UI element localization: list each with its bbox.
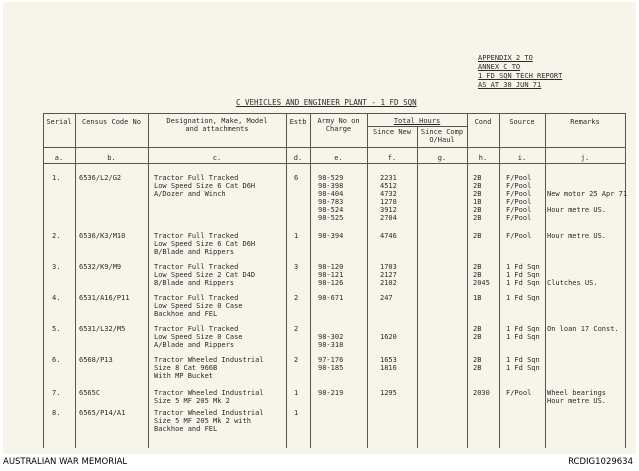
- cell-since-new: [380, 356, 397, 372]
- cell-estb: [294, 389, 298, 397]
- cell-line: 2B: [473, 214, 482, 222]
- cell-line: 3912: [380, 206, 397, 214]
- cell-line: 2B: [473, 325, 482, 333]
- cell-army: [318, 232, 343, 240]
- cell-army: [318, 333, 343, 349]
- cell-line: 2704: [380, 214, 397, 222]
- cell-source: [506, 174, 531, 222]
- cell-line: 1 Fd Sqn: [506, 294, 540, 302]
- cell-line: 98-126: [318, 279, 344, 287]
- cell-line: Size 5 MF 205 Mk 2 with: [154, 417, 251, 425]
- cell-line: 2045: [473, 279, 490, 287]
- cell-line: [547, 333, 619, 341]
- cell-line: [547, 198, 627, 206]
- cell-since-new: [380, 294, 393, 302]
- header-source: Source: [509, 118, 535, 126]
- cell-line: 8.: [52, 409, 61, 417]
- cell-line: 6531/A16/P11: [79, 294, 130, 302]
- cell-line: 3: [294, 263, 299, 271]
- cell-line: 1 Fd Sqn: [506, 271, 540, 279]
- cell-line: 6531/L32/M5: [79, 325, 126, 333]
- cell-line: [547, 364, 551, 372]
- header-bottom-rule: [43, 147, 626, 148]
- cell-since-new: [380, 174, 397, 222]
- cell-line: 2: [294, 325, 299, 333]
- cell-source: [506, 263, 540, 287]
- cell-cond: [473, 389, 490, 397]
- cell-line: F/Pool: [506, 198, 532, 206]
- cell-since-new: [380, 232, 397, 240]
- cell-line: 6536/L2/G2: [79, 174, 122, 182]
- cell-line: 1B: [473, 294, 482, 302]
- cell-line: 247: [380, 294, 393, 302]
- cell-line: 98-318: [318, 341, 344, 349]
- cell-line: F/Pool: [506, 174, 532, 182]
- cell-line: Tractor Wheeled Industrial: [154, 409, 264, 417]
- cell-estb: [294, 174, 298, 182]
- cell-line: 1B: [473, 198, 482, 206]
- cell-army: [318, 356, 343, 372]
- header-army-no: Army No on Charge: [317, 117, 360, 133]
- cell-line: Hour metre US.: [547, 206, 607, 214]
- cell-line: 1 Fd Sqn: [506, 364, 540, 372]
- cell-army: [318, 389, 343, 397]
- cell-source: [506, 232, 531, 240]
- cell-serial: [52, 325, 60, 333]
- cell-line: 97-176: [318, 356, 344, 364]
- col-rule: [310, 113, 311, 448]
- cell-line: 98-404: [318, 190, 344, 198]
- cell-line: 6.: [52, 356, 61, 364]
- cell-line: F/Pool: [506, 214, 532, 222]
- header-remarks: Remarks: [570, 118, 600, 126]
- cell-line: Backhoe and FEL: [154, 310, 218, 318]
- col-rule: [148, 113, 149, 448]
- cell-line: 4.: [52, 294, 61, 302]
- cell-line: Tractor Full Tracked: [154, 232, 239, 240]
- cell-line: 2231: [380, 174, 397, 182]
- cell-line: 2: [294, 356, 299, 364]
- cell-census: [79, 174, 121, 182]
- cell-remarks: [547, 294, 551, 302]
- cell-line: 2B: [473, 263, 482, 271]
- cell-line: 2B: [473, 271, 482, 279]
- letter-a: a.: [54, 154, 64, 162]
- cell-remarks: [547, 356, 551, 372]
- cell-line: 2127: [380, 271, 397, 279]
- cell-line: Tractor Wheeled Industrial: [154, 389, 264, 397]
- header-census: Census Code No: [81, 118, 141, 126]
- col-rule: [367, 113, 368, 448]
- cell-line: 2: [294, 294, 299, 302]
- cell-estb: [294, 325, 298, 333]
- cell-line: 1 Fd Sqn: [506, 263, 540, 271]
- cell-line: 1: [294, 232, 299, 240]
- annex-line: ANNEX C TO: [478, 63, 521, 71]
- cell-line: B/Blade and Rippers: [154, 279, 235, 287]
- cell-line: 6536/K3/M10: [79, 232, 126, 240]
- header-designation: Designation, Make, Model and attachments: [166, 117, 268, 133]
- letter-b: b.: [107, 154, 116, 162]
- cell-designation: [154, 174, 255, 198]
- cell-cond: [473, 232, 481, 240]
- cell-estb: [294, 294, 298, 302]
- cell-line: 4732: [380, 190, 397, 198]
- cell-line: F/Pool: [506, 190, 532, 198]
- letter-i: i.: [517, 154, 527, 162]
- cell-serial: [52, 409, 60, 417]
- cell-line: 1 Fd Sqn: [506, 325, 540, 333]
- header-since-new: Since New: [373, 128, 411, 136]
- cell-line: 2B: [473, 174, 482, 182]
- cell-cond: [473, 356, 481, 372]
- cell-line: 1: [294, 409, 299, 417]
- cell-line: Tractor Wheeled Industrial: [154, 356, 264, 364]
- cell-cond: [473, 263, 490, 287]
- cell-line: 2.: [52, 232, 61, 240]
- col-rule: [625, 113, 626, 448]
- cell-designation: [154, 409, 264, 433]
- cell-line: Hour metre US.: [547, 232, 607, 240]
- cell-line: 98-120: [318, 263, 344, 271]
- cell-line: 6532/K9/M9: [79, 263, 122, 271]
- cell-line: 2B: [473, 182, 482, 190]
- cell-line: 98-185: [318, 364, 344, 372]
- cell-line: 6565C: [79, 389, 101, 397]
- cell-line: 98-394: [318, 232, 344, 240]
- cell-remarks: [547, 232, 606, 240]
- col-rule: [43, 113, 44, 448]
- cell-designation: [154, 294, 243, 318]
- cell-army: [318, 263, 343, 287]
- cell-serial: [52, 389, 60, 397]
- cell-line: Clutches US.: [547, 279, 598, 287]
- cell-serial: [52, 174, 60, 182]
- cell-designation: [154, 356, 264, 380]
- cell-remarks: [547, 389, 606, 405]
- cell-line: Tractor Full Tracked: [154, 325, 239, 333]
- cell-line: A/Dozer and Winch: [154, 190, 226, 198]
- cell-line: 1.: [52, 174, 61, 182]
- cell-line: 1278: [380, 198, 397, 206]
- cell-line: 2102: [380, 279, 397, 287]
- col-rule: [75, 113, 76, 448]
- cell-line: [380, 325, 397, 333]
- cell-source: [506, 325, 540, 341]
- cell-line: 98-783: [318, 198, 344, 206]
- cell-line: 6565/P14/A1: [79, 409, 126, 417]
- cell-line: Low Speed Size 6 Cat D6H: [154, 240, 256, 248]
- appendix-reference: [478, 54, 562, 90]
- cell-line: 2B: [473, 364, 482, 372]
- cell-serial: [52, 232, 60, 240]
- cell-line: 2030: [473, 389, 490, 397]
- cell-cond: [473, 294, 481, 302]
- cell-census: [79, 389, 100, 397]
- cell-line: A/Blade and Rippers: [154, 341, 235, 349]
- cell-line: With MP Bucket: [154, 372, 214, 380]
- cell-line: 1816: [380, 364, 397, 372]
- footer-source: AUSTRALIAN WAR MEMORIAL: [3, 457, 128, 467]
- cell-line: [547, 271, 598, 279]
- cell-line: Low Speed Size 6 Cat D6H: [154, 182, 256, 190]
- cell-line: Tractor Full Tracked: [154, 294, 239, 302]
- date-line: AS AT 30 JUN 71: [478, 81, 542, 89]
- cell-estb: [294, 232, 298, 240]
- cell-line: 98-525: [318, 214, 344, 222]
- cell-line: 2B: [473, 190, 482, 198]
- cell-serial: [52, 294, 60, 302]
- cell-line: Size 5 MF 205 Mk 2: [154, 397, 230, 405]
- cell-since-new: [380, 325, 397, 341]
- appendix-line: APPENDIX 2 TO: [478, 54, 533, 62]
- cell-serial: [52, 356, 60, 364]
- cell-source: [506, 389, 531, 397]
- cell-line: 4512: [380, 182, 397, 190]
- col-rule: [499, 113, 500, 448]
- cell-line: 1703: [380, 263, 397, 271]
- cell-line: 4746: [380, 232, 397, 240]
- cell-line: F/Pool: [506, 182, 532, 190]
- cell-line: 1 Fd Sqn: [506, 279, 540, 287]
- cell-army: [318, 294, 343, 302]
- cell-since-new: [380, 263, 397, 287]
- col-rule: [286, 113, 287, 448]
- cell-line: On loan 17 Const.: [547, 325, 619, 333]
- cell-line: Tractor Full Tracked: [154, 174, 239, 182]
- header-total-hours: Total Hours: [393, 117, 441, 125]
- cell-line: 98-302: [318, 333, 344, 341]
- cell-remarks: [547, 174, 627, 222]
- col-rule: [417, 126, 418, 448]
- cell-line: F/Pool: [506, 389, 532, 397]
- cell-line: Wheel bearings: [547, 389, 607, 397]
- cell-line: Size 8 Cat 966B: [154, 364, 218, 372]
- letter-g: g.: [437, 154, 447, 162]
- cell-line: [547, 294, 551, 302]
- cell-census: [79, 409, 125, 417]
- cell-census: [79, 325, 125, 333]
- cell-line: 98-529: [318, 174, 344, 182]
- letter-f: f.: [387, 154, 397, 162]
- header-estb: Estb: [289, 118, 307, 126]
- cell-designation: [154, 389, 264, 405]
- letter-c: c.: [212, 154, 222, 162]
- cell-line: F/Pool: [506, 206, 532, 214]
- cell-line: 98-219: [318, 389, 344, 397]
- cell-army: [318, 174, 343, 222]
- cell-estb: [294, 356, 298, 364]
- cell-line: Tractor Full Tracked: [154, 263, 239, 271]
- header-cond: Cond: [474, 118, 492, 126]
- cell-census: [79, 356, 113, 364]
- col-rule: [467, 113, 468, 448]
- cell-remarks: [547, 263, 598, 287]
- cell-source: [506, 356, 540, 372]
- letter-d: d.: [293, 154, 303, 162]
- letter-h: h.: [478, 154, 488, 162]
- cell-line: [547, 182, 627, 190]
- report-line: 1 FD SQN TECH REPORT: [478, 72, 563, 80]
- document-title: C VEHICLES AND ENGINEER PLANT - 1 FD SQN: [236, 98, 417, 107]
- cell-line: 2B: [473, 206, 482, 214]
- cell-source: [506, 294, 540, 302]
- cell-line: 1 Fd Sqn: [506, 356, 540, 364]
- cell-line: Low Speed Size 2 Cat D4D: [154, 271, 256, 279]
- cell-line: 1295: [380, 389, 397, 397]
- cell-census: [79, 263, 121, 271]
- letter-row-rule: [43, 163, 626, 164]
- cell-line: Hour metre US.: [547, 397, 607, 405]
- cell-designation: [154, 263, 255, 287]
- letter-j: j.: [580, 154, 590, 162]
- cell-serial: [52, 263, 60, 271]
- cell-line: [547, 214, 627, 222]
- cell-line: Backhoe and FEL: [154, 425, 218, 433]
- cell-line: 3.: [52, 263, 61, 271]
- document-page: [3, 2, 636, 467]
- cell-cond: [473, 174, 481, 222]
- cell-designation: [154, 232, 255, 256]
- footer-record-id: RCDIG1029634: [568, 457, 633, 467]
- cell-line: New motor 25 Apr 71: [547, 190, 628, 198]
- col-rule: [545, 113, 546, 448]
- cell-cond: [473, 325, 481, 341]
- cell-since-new: [380, 389, 397, 397]
- cell-line: 6568/P13: [79, 356, 113, 364]
- cell-line: 1620: [380, 333, 397, 341]
- cell-line: 5.: [52, 325, 61, 333]
- cell-line: 2B: [473, 333, 482, 341]
- cell-line: B/Blade and Rippers: [154, 248, 235, 256]
- cell-line: 6: [294, 174, 299, 182]
- cell-line: [547, 356, 551, 364]
- cell-line: Low Speed Size 0 Case: [154, 333, 243, 341]
- cell-line: 7.: [52, 389, 61, 397]
- cell-line: 98-121: [318, 271, 344, 279]
- table-top-rule: [43, 113, 626, 114]
- header-serial: Serial: [46, 118, 72, 126]
- cell-remarks: [547, 325, 619, 341]
- cell-line: 1 Fd Sqn: [506, 333, 540, 341]
- cell-line: 2B: [473, 356, 482, 364]
- header-since-comp: Since Comp O/Haul: [420, 128, 464, 144]
- cell-designation: [154, 325, 243, 349]
- cell-line: 1: [294, 389, 299, 397]
- cell-line: 98-524: [318, 206, 344, 214]
- cell-census: [79, 294, 130, 302]
- cell-census: [79, 232, 125, 240]
- cell-line: F/Pool: [506, 232, 532, 240]
- cell-line: Low Speed Size 0 Case: [154, 302, 243, 310]
- cell-line: 98-671: [318, 294, 344, 302]
- cell-estb: [294, 409, 298, 417]
- cell-line: 2B: [473, 232, 482, 240]
- cell-line: [547, 263, 598, 271]
- letter-e: e.: [334, 154, 343, 162]
- cell-line: 1653: [380, 356, 397, 364]
- cell-line: [547, 174, 627, 182]
- cell-line: 98-398: [318, 182, 344, 190]
- cell-estb: [294, 263, 298, 271]
